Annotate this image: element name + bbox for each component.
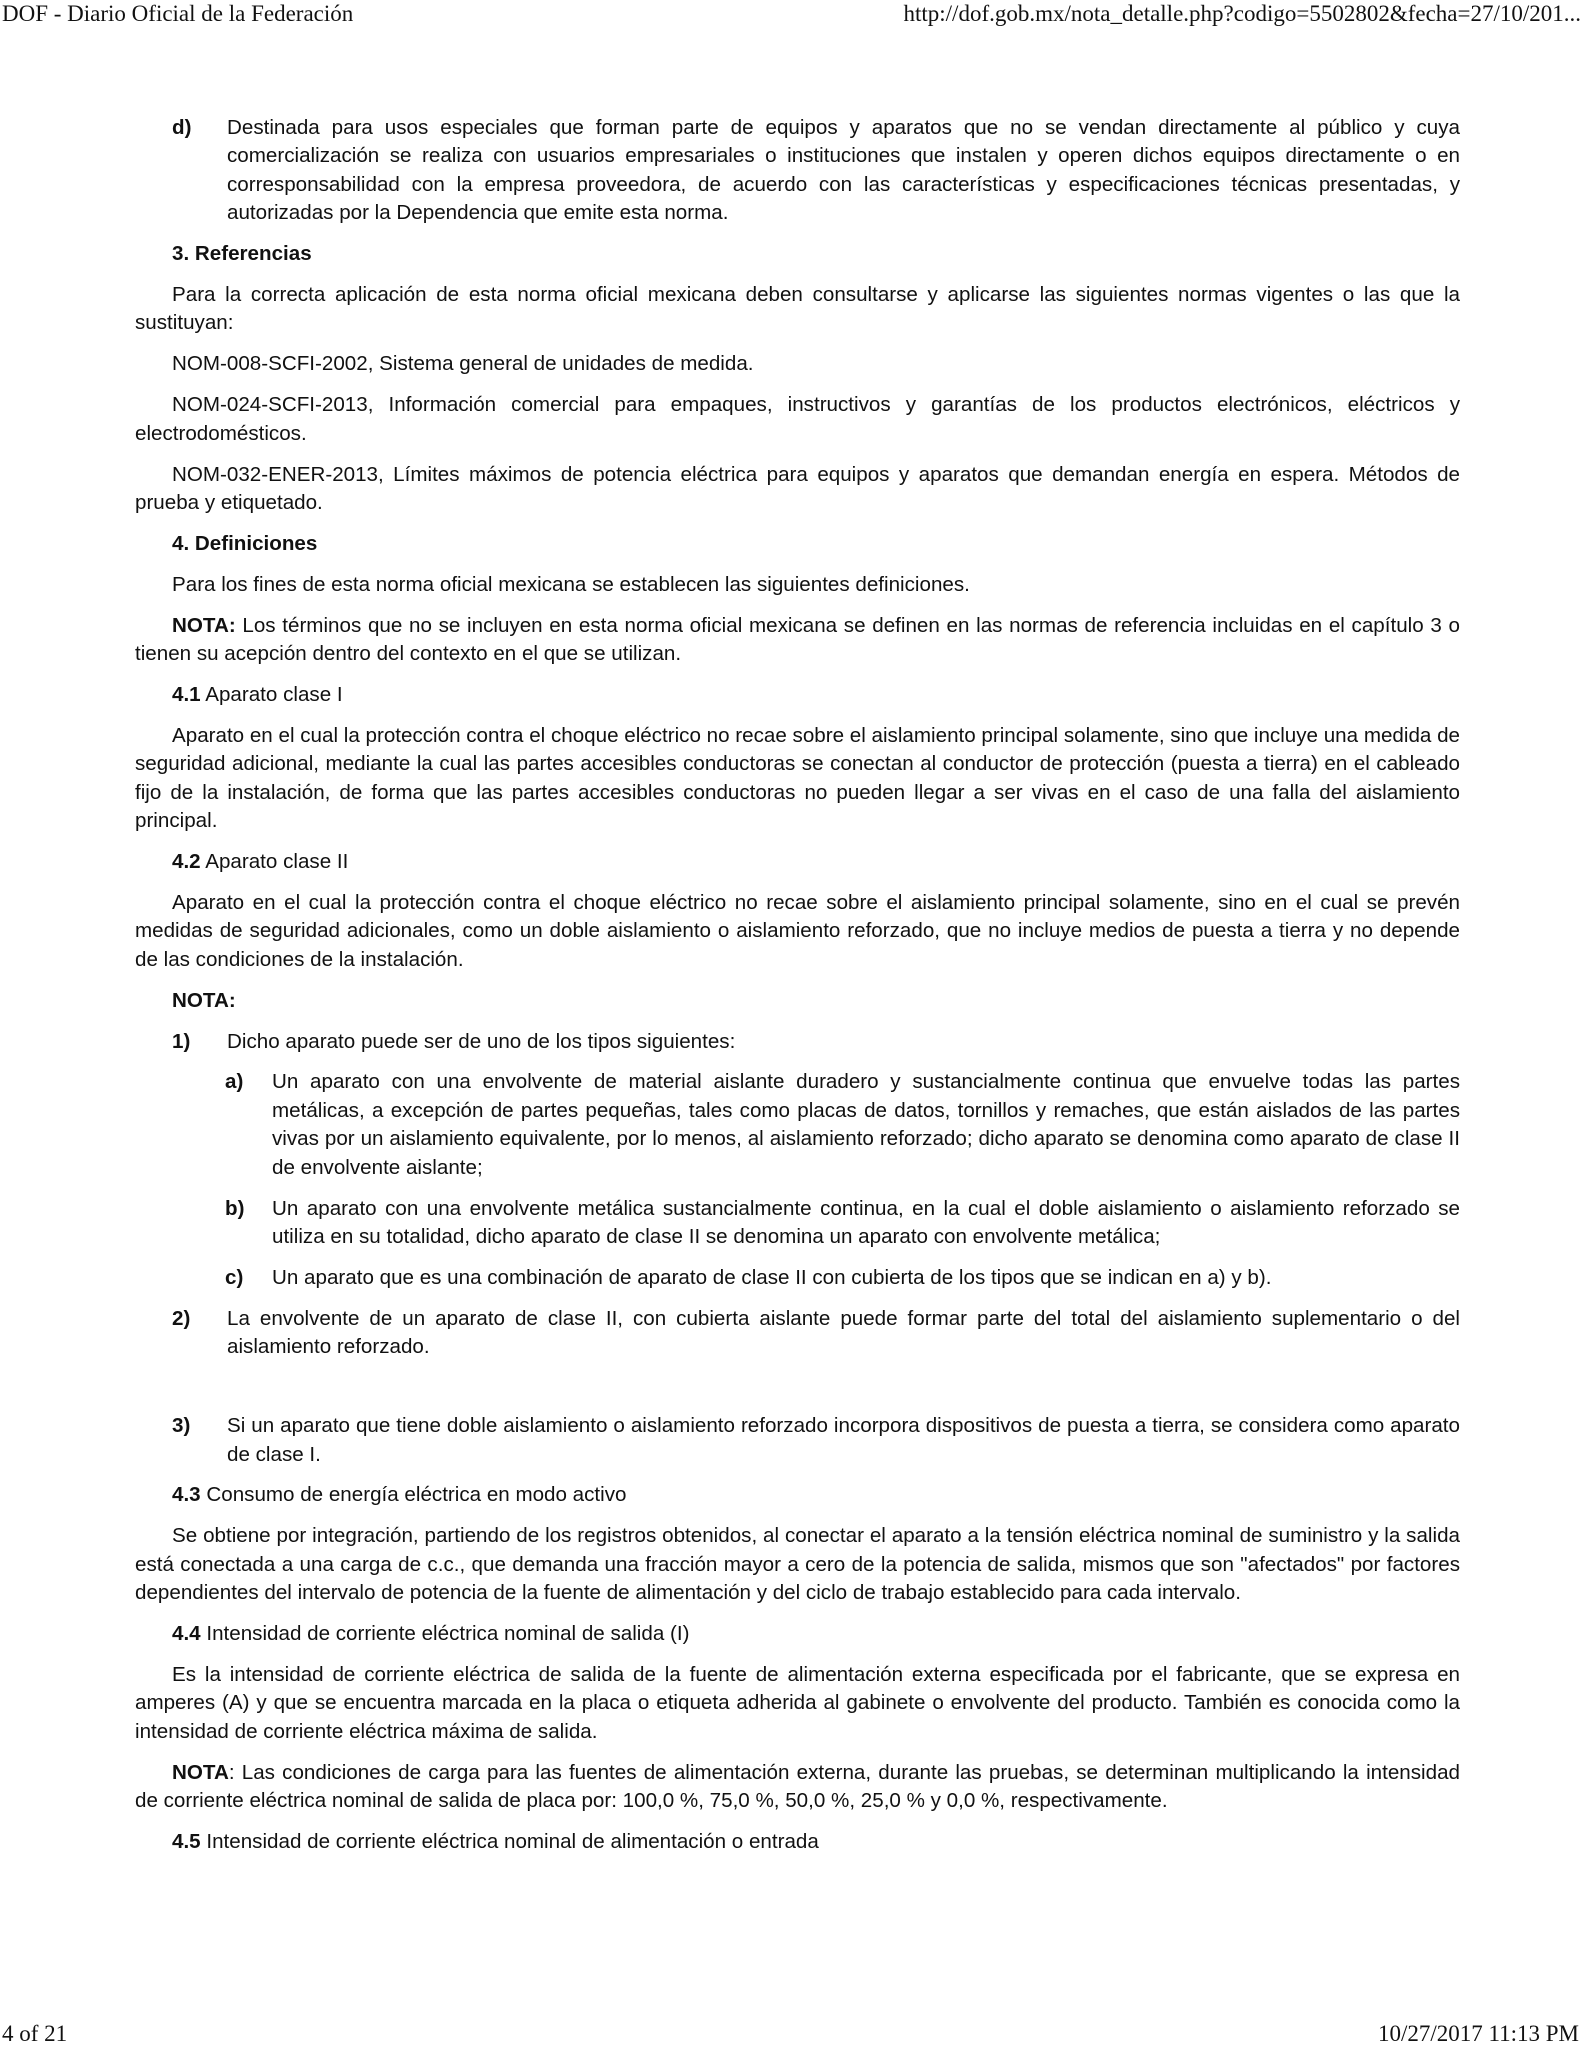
section-heading-text: 3. Referencias [172,242,312,266]
list-item-2 [135,1305,1460,1362]
note-label: NOTA: [172,613,236,637]
definition-heading [135,1828,1460,1856]
list-label: 3) [172,1414,191,1438]
paragraph: Se obtiene por integración, partiendo de los registros obtenidos, al conectar el aparato a la tensión eléctrica nominal de suministro y la salida está conectada a una carga de c.c., que demanda una fracción mayor a cero de la potencia de salida, mismos que son "afectados" por factores dependientes del intervalo de potencia de la fuente de alimentación y del ciclo de trabajo establecido para cada intervalo. [135,1524,1460,1605]
list-label: 2) [172,1306,191,1330]
reference-item: NOM-032-ENER-2013, Límites máximos de potencia eléctrica para equipos y aparatos que demandan energía en espera. Métodos de prueba y etiquetado. [135,462,1460,514]
definition-number: 4.4 [172,1622,201,1646]
list-text: Si un aparato que tiene doble aislamiento o aislamiento reforzado incorpora dispositivos de puesta a tierra, se considera como aparato de clase I. [227,1414,1460,1466]
list-label: 1) [172,1029,191,1053]
page-footer-datetime: 10/27/2017 11:13 PM [1377,2021,1579,2046]
definition-title: Aparato clase I [200,683,343,706]
note-text: : Las condiciones de carga para las fuentes de alimentación externa, durante las pruebas, se determinan multiplicando la intensidad de corriente eléctrica nominal de salida de placa por: 100,0 %, 75,0 %, 50,0 %, 25,0 % y 0,0 %, respectivamente. [135,1760,1460,1813]
list-text: Un aparato que es una combinación de aparato de clase II con cubierta de los tipos que se indican en a) y b). [272,1265,1272,1289]
definition-heading [135,1620,1460,1648]
list-text: La envolvente de un aparato de clase II, con cubierta aislante puede formar parte del total del aislamiento suplementario o del aislamiento reforzado. [227,1306,1460,1359]
definition-heading [135,681,1460,709]
list-text: Un aparato con una envolvente de material aislante duradero y sustancialmente continua que envuelve todas las partes metálicas, a excepción de partes pequeñas, tales como placas de datos, tornillos y remaches, que están aislados de las partes vivas por un aislamiento equivalente, por lo menos, al aislamiento reforzado; dicho aparato se denomina como aparato de clase II de envolvente aislante; [272,1070,1460,1179]
definition-heading [135,848,1460,876]
definition-title: Intensidad de corriente eléctrica nominal de salida (I) [200,1622,690,1646]
page-header-title: DOF - Diario Oficial de la Federación [2,1,354,26]
definition-heading [135,1481,1460,1509]
definition-number: 4.5 [172,1830,201,1853]
section-heading-3 [135,240,1460,268]
section-heading-text: 4. Definiciones [172,531,318,555]
note-label: NOTA: [172,988,236,1012]
paragraph: Para los fines de esta norma oficial mexicana se establecen las siguientes definiciones. [172,572,970,596]
paragraph: Es la intensidad de corriente eléctrica de salida de la fuente de alimentación externa especificada por el fabricante, que se expresa en amperes (A) y que se encuentra marcada en la placa o etiqueta adherida al gabinete o envolvente del producto. También es conocida como la intensidad de corriente eléctrica máxima de salida. [135,1662,1460,1743]
definition-number: 4.2 [172,850,201,874]
list-item-1 [135,1028,1460,1056]
page-header-url: http://dof.gob.mx/nota_detalle.php?codigo=5502802&fecha=27/10/201... [903,1,1581,26]
paragraph: Para la correcta aplicación de esta norma oficial mexicana deben consultarse y aplicarse las siguientes normas vigentes o las que la sustituyan: [135,283,1460,335]
definition-title: Aparato clase II [200,850,349,874]
list-item-1a [135,1068,1460,1182]
note-paragraph [135,612,1460,669]
definition-title: Intensidad de corriente eléctrica nominal de alimentación o entrada [200,1830,819,1853]
paragraph: Aparato en el cual la protección contra el choque eléctrico no recae sobre el aislamiento principal solamente, sino que incluye una medida de seguridad adicional, mediante la cual las partes accesibles conductoras se conectan al conductor de protección (puesta a tierra) en el cableado fijo de la instalación, de forma que las partes accesibles conductoras no pueden llegar a ser vivas en el caso de una falla del aislamiento principal. [135,723,1460,833]
spacer [135,1374,1460,1412]
definition-number: 4.3 [172,1483,201,1507]
list-label: d) [172,116,192,139]
list-text: Un aparato con una envolvente metálica sustancialmente continua, en la cual el doble aislamiento o aislamiento reforzado se utiliza en su totalidad, dicho aparato de clase II se denomina un aparato con envolvente metálica; [272,1196,1460,1248]
reference-item: NOM-024-SCFI-2013, Información comercial para empaques, instructivos y garantías de los productos electrónicos, eléctricos y electrodomésticos. [135,393,1460,445]
list-label: c) [225,1265,244,1289]
note-heading [135,987,1460,1015]
note-label: NOTA [172,1760,229,1784]
list-text: Dicho aparato puede ser de uno de los tipos siguientes: [227,1029,736,1053]
definition-title: Consumo de energía eléctrica en modo activo [200,1483,627,1507]
definition-number: 4.1 [172,683,201,706]
list-item-1c [135,1264,1460,1292]
note-text: Los términos que no se incluyen en esta norma oficial mexicana se definen en las normas de referencia incluidas en el capítulo 3 o tienen su acepción dentro del contexto en el que se utilizan. [135,613,1460,666]
reference-item: NOM-008-SCFI-2002, Sistema general de unidades de medida. [172,352,754,376]
page-footer-page-number: 4 of 21 [2,2021,68,2046]
document-body [135,114,1460,1869]
list-label: a) [225,1070,244,1094]
note-paragraph [135,1759,1460,1816]
list-item-d [135,114,1460,228]
paragraph: Aparato en el cual la protección contra el choque eléctrico no recae sobre el aislamiento principal solamente, sino en el cual se prevén medidas de seguridad adicionales, como un doble aislamiento o aislamiento reforzado, que no incluye medios de puesta a tierra y no depende de las condiciones de la instalación. [135,890,1460,971]
list-label: b) [225,1196,245,1220]
list-text: Destinada para usos especiales que forman parte de equipos y aparatos que no se vendan directamente al público y cuya comercialización se realiza con usuarios empresariales o instituciones que instalen y operen dichos equipos directamente o en corresponsabilidad con la empresa proveedora, de acuerdo con las características y especificaciones técnicas presentadas, y autorizadas por la Dependencia que emite esta norma. [227,116,1460,225]
list-item-1b [135,1195,1460,1252]
section-heading-4 [135,530,1460,558]
list-item-3 [135,1412,1460,1469]
